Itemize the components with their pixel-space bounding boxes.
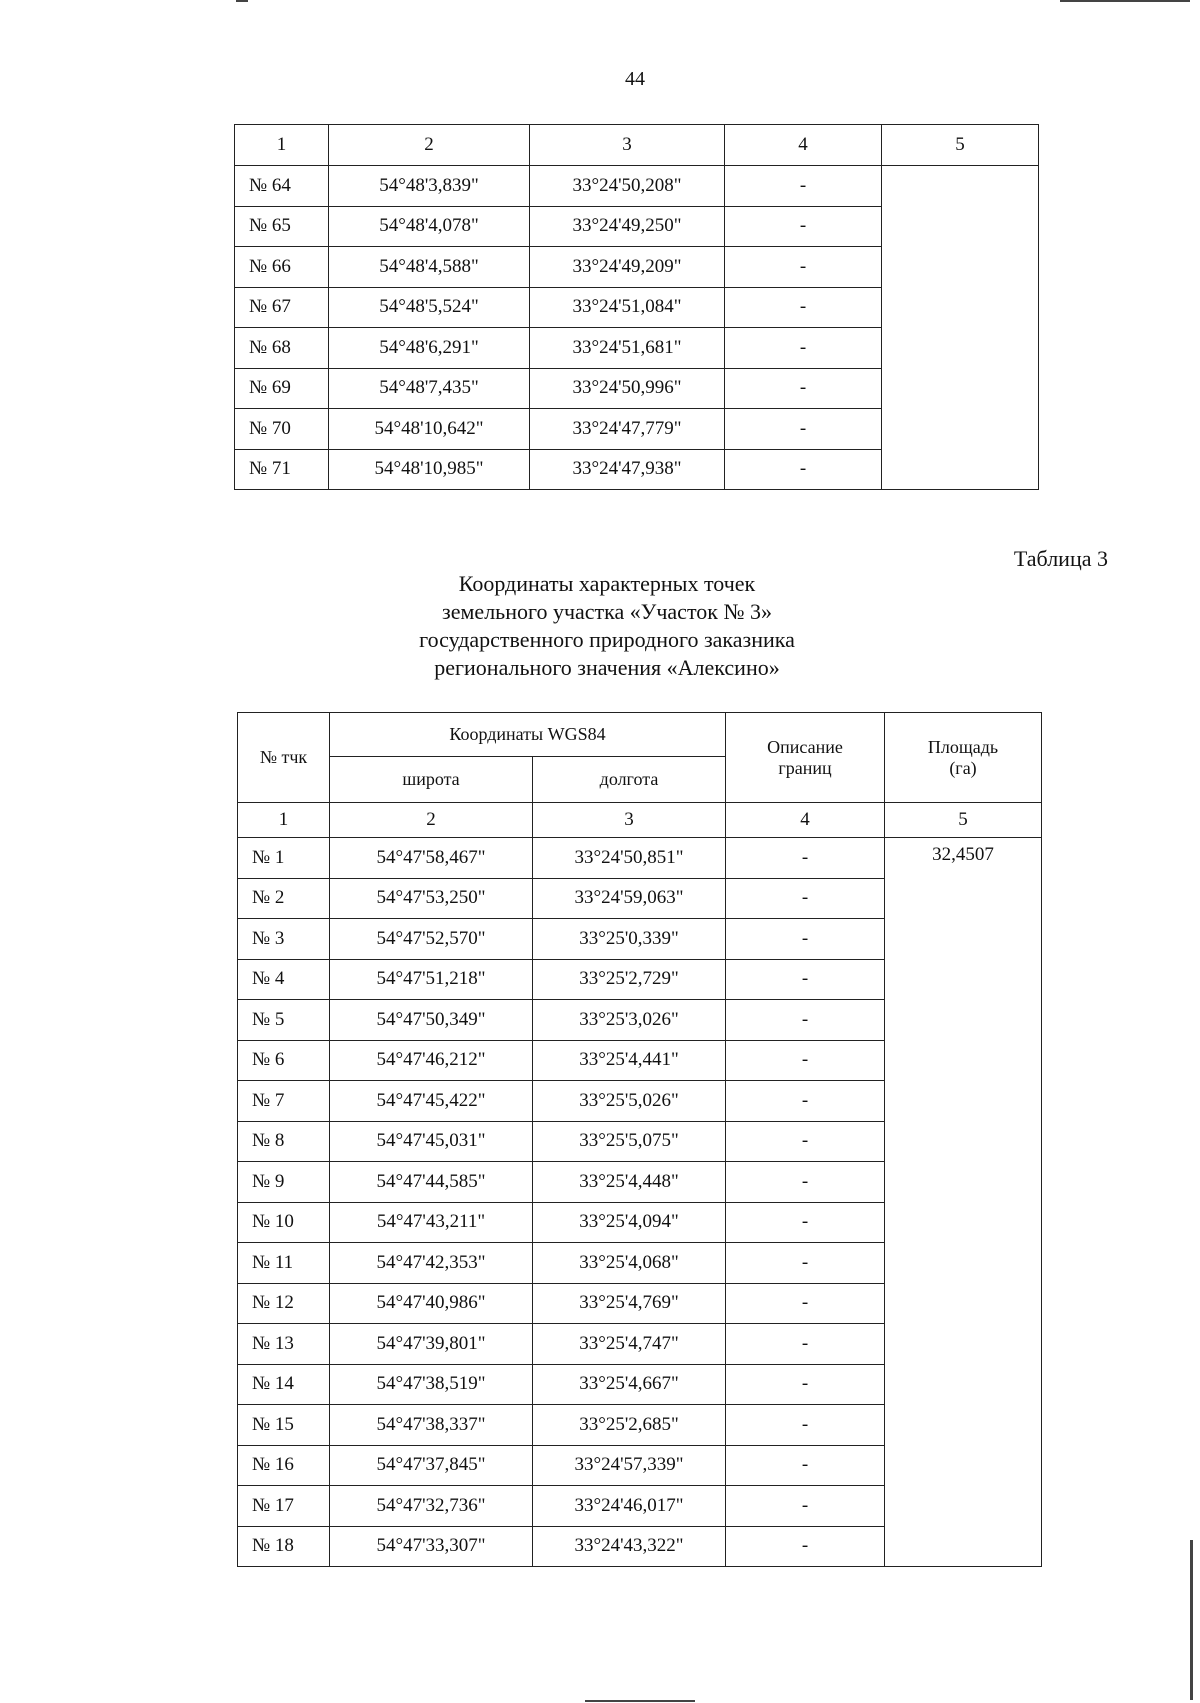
latitude-cell: 54°47'53,250" <box>330 878 533 919</box>
point-number: № 66 <box>235 247 329 288</box>
latitude-cell: 54°47'45,422" <box>330 1081 533 1122</box>
description-cell: - <box>726 1000 885 1041</box>
longitude-cell: 33°25'5,026" <box>533 1081 726 1122</box>
longitude-cell: 33°25'2,729" <box>533 959 726 1000</box>
longitude-cell: 33°25'5,075" <box>533 1121 726 1162</box>
description-cell: - <box>726 1324 885 1365</box>
latitude-cell: 54°48'4,078" <box>329 206 530 247</box>
longitude-cell: 33°24'50,996" <box>530 368 725 409</box>
page-number: 44 <box>625 68 645 90</box>
header-latitude: широта <box>330 757 533 803</box>
latitude-cell: 54°47'38,519" <box>330 1364 533 1405</box>
latitude-cell: 54°47'50,349" <box>330 1000 533 1041</box>
title-line: земельного участка «Участок № 3» <box>442 599 772 624</box>
column-index: 3 <box>530 125 725 166</box>
latitude-cell: 54°47'51,218" <box>330 959 533 1000</box>
longitude-cell: 33°24'50,851" <box>533 838 726 879</box>
description-cell: - <box>726 1364 885 1405</box>
description-cell: - <box>725 247 882 288</box>
table-title <box>350 570 864 682</box>
point-number: № 68 <box>235 328 329 369</box>
column-index: 4 <box>725 125 882 166</box>
title-line: Координаты характерных точек <box>458 571 756 596</box>
column-index: 3 <box>533 803 726 838</box>
description-cell: - <box>726 1283 885 1324</box>
longitude-cell: 33°25'4,448" <box>533 1162 726 1203</box>
point-number: № 7 <box>238 1081 330 1122</box>
latitude-cell: 54°47'44,585" <box>330 1162 533 1203</box>
header-boundary-description: Описание границ <box>726 713 885 803</box>
latitude-cell: 54°47'39,801" <box>330 1324 533 1365</box>
point-number: № 1 <box>238 838 330 879</box>
longitude-cell: 33°25'3,026" <box>533 1000 726 1041</box>
area-value: 32,4507 <box>885 838 1042 1567</box>
longitude-cell: 33°24'59,063" <box>533 878 726 919</box>
description-cell: - <box>726 1040 885 1081</box>
column-index: 5 <box>882 125 1039 166</box>
point-number: № 69 <box>235 368 329 409</box>
title-line: регионального значения «Алексино» <box>434 655 780 680</box>
column-index: 2 <box>330 803 533 838</box>
scan-mark-top <box>236 0 248 2</box>
description-cell: - <box>726 1526 885 1567</box>
latitude-cell: 54°48'4,588" <box>329 247 530 288</box>
longitude-cell: 33°25'2,685" <box>533 1405 726 1446</box>
point-number: № 3 <box>238 919 330 960</box>
column-index: 5 <box>885 803 1042 838</box>
point-number: № 8 <box>238 1121 330 1162</box>
latitude-cell: 54°48'6,291" <box>329 328 530 369</box>
longitude-cell: 33°24'47,938" <box>530 449 725 490</box>
point-number: № 17 <box>238 1486 330 1527</box>
coordinates-table-3 <box>237 712 1042 1567</box>
description-cell: - <box>725 328 882 369</box>
description-cell: - <box>726 878 885 919</box>
latitude-cell: 54°47'43,211" <box>330 1202 533 1243</box>
table-label: Таблица 3 <box>1013 546 1108 571</box>
latitude-cell: 54°47'32,736" <box>330 1486 533 1527</box>
column-index-row <box>235 125 1039 166</box>
point-number: № 71 <box>235 449 329 490</box>
description-cell: - <box>725 449 882 490</box>
title-line: государственного природного заказника <box>419 627 795 652</box>
latitude-cell: 54°48'3,839" <box>329 166 530 207</box>
coordinates-table-continued <box>234 124 1039 490</box>
longitude-cell: 33°25'4,747" <box>533 1324 726 1365</box>
longitude-cell: 33°24'51,084" <box>530 287 725 328</box>
longitude-cell: 33°25'4,094" <box>533 1202 726 1243</box>
latitude-cell: 54°47'37,845" <box>330 1445 533 1486</box>
description-cell: - <box>726 1202 885 1243</box>
point-number: № 10 <box>238 1202 330 1243</box>
point-number: № 67 <box>235 287 329 328</box>
description-cell: - <box>726 1486 885 1527</box>
point-number: № 70 <box>235 409 329 450</box>
column-index: 1 <box>235 125 329 166</box>
description-cell: - <box>725 287 882 328</box>
column-index: 2 <box>329 125 530 166</box>
longitude-cell: 33°25'4,769" <box>533 1283 726 1324</box>
description-cell: - <box>725 206 882 247</box>
longitude-cell: 33°24'49,250" <box>530 206 725 247</box>
scan-mark-top-right <box>1060 0 1190 2</box>
header-area: Площадь (га) <box>885 713 1042 803</box>
description-cell: - <box>726 1121 885 1162</box>
description-cell: - <box>726 1445 885 1486</box>
latitude-cell: 54°48'5,524" <box>329 287 530 328</box>
latitude-cell: 54°47'40,986" <box>330 1283 533 1324</box>
longitude-cell: 33°24'57,339" <box>533 1445 726 1486</box>
longitude-cell: 33°25'4,667" <box>533 1364 726 1405</box>
latitude-cell: 54°47'33,307" <box>330 1526 533 1567</box>
longitude-cell: 33°24'51,681" <box>530 328 725 369</box>
longitude-cell: 33°24'47,779" <box>530 409 725 450</box>
latitude-cell: 54°47'42,353" <box>330 1243 533 1284</box>
description-cell: - <box>725 409 882 450</box>
point-number: № 18 <box>238 1526 330 1567</box>
longitude-cell: 33°24'43,322" <box>533 1526 726 1567</box>
description-cell: - <box>726 838 885 879</box>
area-cell <box>882 166 1039 490</box>
latitude-cell: 54°47'46,212" <box>330 1040 533 1081</box>
latitude-cell: 54°48'7,435" <box>329 368 530 409</box>
description-cell: - <box>725 368 882 409</box>
point-number: № 64 <box>235 166 329 207</box>
header-longitude: долгота <box>533 757 726 803</box>
point-number: № 13 <box>238 1324 330 1365</box>
longitude-cell: 33°25'0,339" <box>533 919 726 960</box>
point-number: № 65 <box>235 206 329 247</box>
scan-mark-bottom <box>585 1700 695 1702</box>
point-number: № 14 <box>238 1364 330 1405</box>
point-number: № 12 <box>238 1283 330 1324</box>
longitude-cell: 33°24'50,208" <box>530 166 725 207</box>
longitude-cell: 33°25'4,068" <box>533 1243 726 1284</box>
column-index: 4 <box>726 803 885 838</box>
description-cell: - <box>725 166 882 207</box>
description-cell: - <box>726 959 885 1000</box>
latitude-cell: 54°48'10,642" <box>329 409 530 450</box>
column-index-row <box>238 803 1042 838</box>
description-cell: - <box>726 1081 885 1122</box>
column-index: 1 <box>238 803 330 838</box>
header-coordinates: Координаты WGS84 <box>330 713 726 757</box>
longitude-cell: 33°25'4,441" <box>533 1040 726 1081</box>
point-number: № 5 <box>238 1000 330 1041</box>
description-cell: - <box>726 1243 885 1284</box>
point-number: № 15 <box>238 1405 330 1446</box>
longitude-cell: 33°24'46,017" <box>533 1486 726 1527</box>
longitude-cell: 33°24'49,209" <box>530 247 725 288</box>
point-number: № 4 <box>238 959 330 1000</box>
point-number: № 11 <box>238 1243 330 1284</box>
point-number: № 16 <box>238 1445 330 1486</box>
point-number: № 6 <box>238 1040 330 1081</box>
latitude-cell: 54°48'10,985" <box>329 449 530 490</box>
point-number: № 2 <box>238 878 330 919</box>
table-row <box>238 838 1042 879</box>
latitude-cell: 54°47'45,031" <box>330 1121 533 1162</box>
point-number: № 9 <box>238 1162 330 1203</box>
latitude-cell: 54°47'38,337" <box>330 1405 533 1446</box>
latitude-cell: 54°47'58,467" <box>330 838 533 879</box>
table-row <box>235 166 1039 207</box>
header-point-number: № тчк <box>238 713 330 803</box>
description-cell: - <box>726 1405 885 1446</box>
description-cell: - <box>726 1162 885 1203</box>
scan-mark-right-edge <box>1190 1540 1193 1700</box>
description-cell: - <box>726 919 885 960</box>
latitude-cell: 54°47'52,570" <box>330 919 533 960</box>
